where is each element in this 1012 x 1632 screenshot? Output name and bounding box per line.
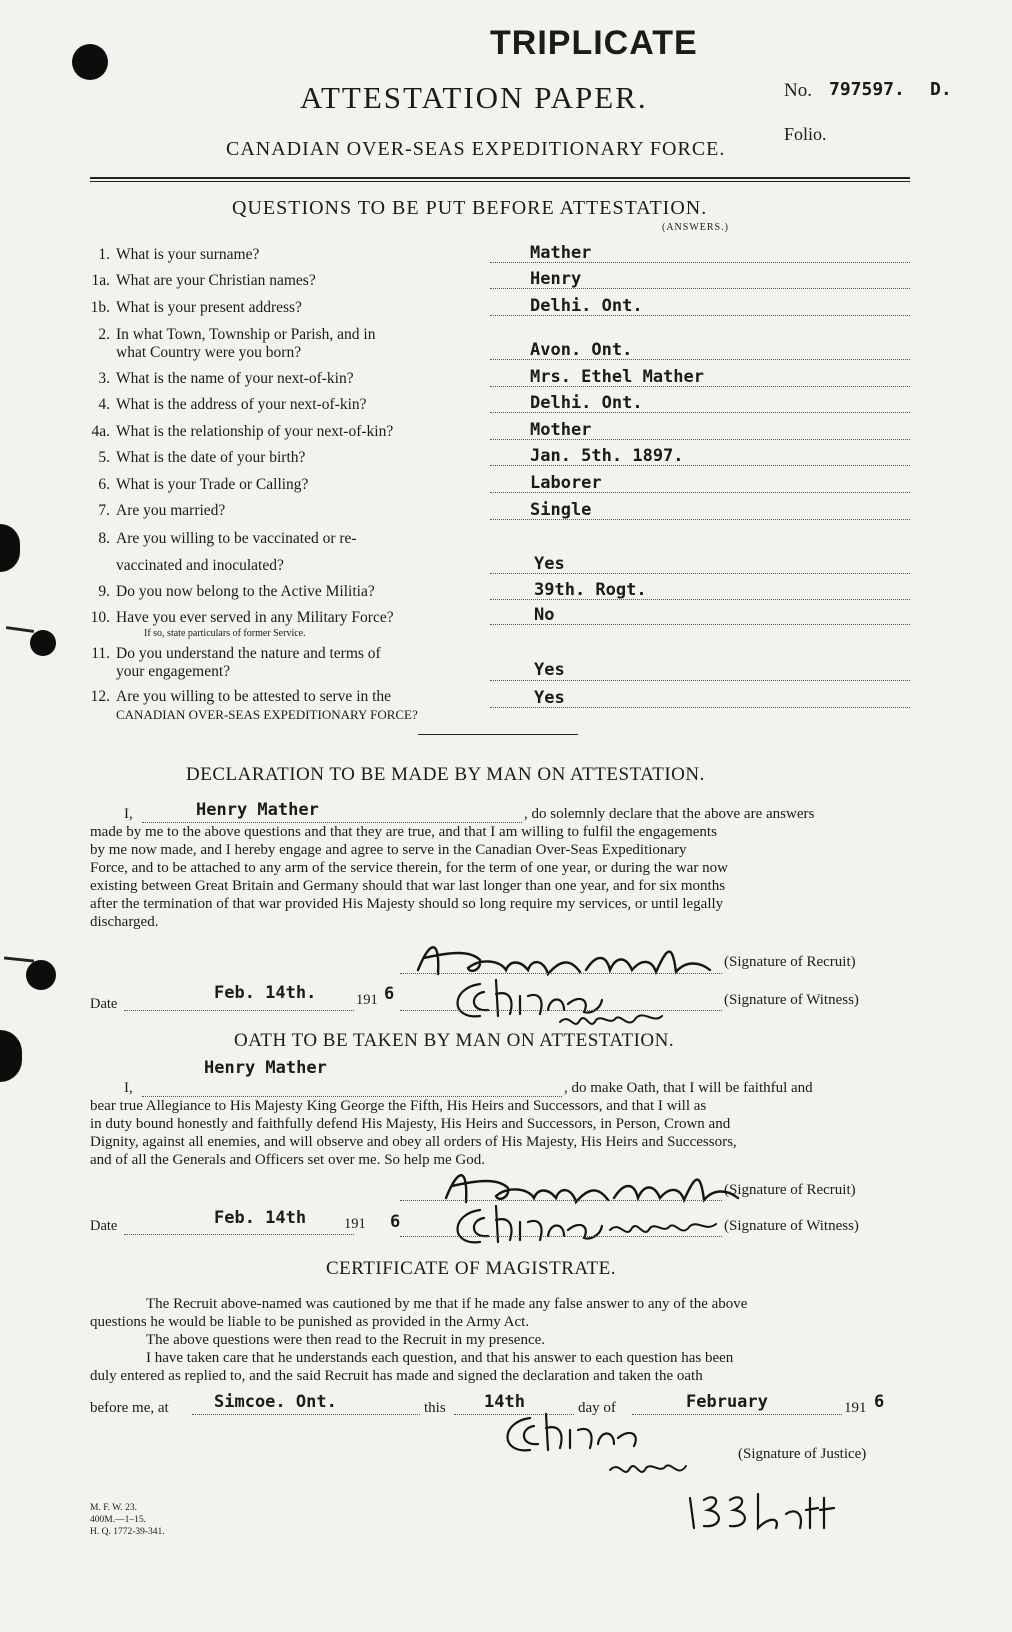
answer-line [490, 707, 910, 708]
question-number: 6. [98, 476, 110, 493]
question-text: What is the name of your next-of-kin? [116, 370, 354, 387]
question-text: Are you willing to be vaccinated or re- [116, 530, 357, 547]
certificate-day: 14th [484, 1392, 525, 1412]
certificate-line: duly entered as replied to, and the said Recruit has made and signed the declaration and taken the oath [90, 1368, 703, 1384]
questions-heading: QUESTIONS TO BE PUT BEFORE ATTESTATION. [232, 197, 708, 219]
answer-line [490, 465, 910, 466]
question-text: What are your Christian names? [116, 272, 316, 289]
question-text: Have you ever served in any Military Force? [116, 609, 394, 626]
declaration-date-value: Feb. 14th. [214, 983, 317, 1003]
question-number: 3. [98, 370, 110, 387]
punch-hole [26, 960, 56, 990]
question-text: What is the relationship of your next-of-kin? [116, 423, 394, 440]
oath-line: , do make Oath, that I will be faithful and [564, 1080, 813, 1096]
answer-line [490, 288, 910, 289]
oath-line: Dignity, against all enemies, and will observe and obey all orders of His Majesty, His Heirs and Successors, [90, 1134, 737, 1150]
question-note: If so, state particulars of former Service. [144, 628, 306, 639]
certificate-month: February [686, 1392, 768, 1412]
folio-label: Folio. [784, 124, 827, 144]
declaration-line: after the termination of that war provided His Majesty should so long require my services, or until legally [90, 896, 724, 912]
witness-signature-caption: (Signature of Witness) [724, 992, 859, 1008]
punch-hole [72, 44, 108, 80]
answer-birthplace: Avon. Ont. [530, 340, 633, 360]
declaration-date-label: Date [90, 996, 118, 1012]
question-number: 7. [98, 502, 110, 519]
signature-line [400, 1010, 722, 1011]
certificate-year-prefix: 191 [844, 1400, 867, 1416]
certificate-heading: CERTIFICATE OF MAGISTRATE. [326, 1258, 617, 1279]
answer-christian-names: Henry [530, 269, 582, 289]
answer-line [490, 386, 910, 387]
place-line [192, 1414, 420, 1415]
declaration-line: existing between Great Britain and Germany should that war last longer than one year, and for six months [90, 878, 726, 894]
declaration-line: Force, and to be attached to any arm of the service therein, for the term of one year, or during the war now [90, 860, 728, 876]
oath-date-value: Feb. 14th [214, 1208, 307, 1228]
question-number: 12. [90, 688, 110, 705]
question-text-line2: what Country were you born? [116, 344, 302, 361]
question-number: 4. [98, 396, 110, 413]
question-number: 11. [91, 645, 110, 662]
witness-signature-drawing [440, 1196, 740, 1266]
answer-line [490, 359, 910, 360]
date-line [124, 1010, 354, 1011]
document-title: ATTESTATION PAPER. [300, 80, 648, 115]
punch-hole [30, 630, 56, 656]
name-line [142, 1096, 562, 1097]
header-divider [90, 181, 910, 182]
answer-understand-terms: Yes [534, 660, 565, 680]
declaration-line: made by me to the above questions and that they are true, and that I am willing to fulfil the engagements [90, 824, 717, 840]
answer-next-of-kin: Mrs. Ethel Mather [530, 367, 704, 387]
question-number: 2. [98, 326, 110, 343]
answer-relationship: Mother [530, 420, 592, 440]
oath-line: and of all the Generals and Officers set over me. So help me God. [90, 1152, 486, 1168]
declaration-line: discharged. [90, 914, 159, 930]
answer-line [490, 599, 910, 600]
regimental-number-suffix: D. [930, 79, 952, 100]
question-text-line2: CANADIAN OVER-SEAS EXPEDITIONARY FORCE? [116, 707, 418, 722]
certificate-line: The Recruit above-named was cautioned by me that if he made any false answer to any of the above [146, 1296, 748, 1312]
answer-line [490, 412, 910, 413]
declaration-heading: DECLARATION TO BE MADE BY MAN ON ATTESTATION. [186, 764, 705, 785]
answer-line [490, 680, 910, 681]
punch-hole [0, 1030, 22, 1082]
declaration-name: Henry Mather [196, 800, 319, 820]
header-divider [90, 177, 910, 179]
answer-active-militia: 39th. Rogt. [534, 580, 647, 600]
punch-hole [0, 524, 20, 572]
certificate-line: I have taken care that he understands each question, and that his answer to each question has been [146, 1350, 734, 1366]
answer-line [490, 439, 910, 440]
oath-year-digit: 6 [390, 1212, 401, 1232]
justice-signature-caption: (Signature of Justice) [738, 1446, 867, 1462]
declaration-line: by me now made, and I hereby engage and agree to serve in the Canadian Over-Seas Expeditionary [90, 842, 687, 858]
form-code: H. Q. 1772-39-341. [90, 1527, 165, 1537]
force-title: CANADIAN OVER-SEAS EXPEDITIONARY FORCE. [226, 138, 726, 160]
question-text: Do you now belong to the Active Militia? [116, 583, 375, 600]
certificate-line: The above questions were then read to the Recruit in my presence. [146, 1332, 546, 1348]
question-text-line2: vaccinated and inoculated? [116, 557, 284, 574]
question-text: What is your Trade or Calling? [116, 476, 309, 493]
recruit-signature-caption: (Signature of Recruit) [724, 1182, 856, 1198]
question-text: In what Town, Township or Parish, and in [116, 326, 376, 343]
answer-line [490, 262, 910, 263]
answer-next-of-kin-address: Delhi. Ont. [530, 393, 643, 413]
oath-line: bear true Allegiance to His Majesty King George the Fifth, His Heirs and Successors, and that I will as [90, 1098, 707, 1114]
date-line [124, 1234, 354, 1235]
margin-mark [4, 956, 34, 962]
question-number: 5. [98, 449, 110, 466]
oath-line: in duty bound honestly and faithfully defend His Majesty, His Heirs and Successors, in Person, Crown and [90, 1116, 731, 1132]
declaration-line: , do solemnly declare that the above are answers [524, 806, 815, 822]
question-text: What is your surname? [116, 246, 260, 263]
question-text: What is the date of your birth? [116, 449, 306, 466]
answer-vaccinated: Yes [534, 554, 565, 574]
question-number: 1. [98, 246, 110, 263]
certificate-day-label: day of [578, 1400, 616, 1416]
answer-line [490, 519, 910, 520]
answer-line [490, 573, 910, 574]
answer-military-service: No [534, 605, 555, 625]
answer-line [490, 315, 910, 316]
question-text-line2: your engagement? [116, 663, 231, 680]
name-line [142, 822, 522, 823]
certificate-line: questions he would be liable to be punished as provided in the Army Act. [90, 1314, 530, 1330]
signature-line [400, 1236, 722, 1237]
oath-name: Henry Mather [204, 1058, 327, 1078]
answer-line [490, 492, 910, 493]
answer-date-of-birth: Jan. 5th. 1897. [530, 446, 684, 466]
question-number: 9. [98, 583, 110, 600]
answer-line [490, 624, 910, 625]
form-code: 400M.—1–15. [90, 1515, 146, 1525]
declaration-year-prefix: 191 [356, 992, 378, 1008]
question-text: Are you married? [116, 502, 226, 519]
form-code: M. F. W. 23. [90, 1503, 138, 1513]
witness-signature-caption: (Signature of Witness) [724, 1218, 859, 1234]
regimental-number-label: No. [784, 80, 812, 101]
answer-trade: Laborer [530, 473, 602, 493]
oath-i: I, [124, 1080, 133, 1096]
declaration-year-digit: 6 [384, 984, 395, 1004]
answer-surname: Mather [530, 243, 592, 263]
oath-date-label: Date [90, 1218, 118, 1234]
question-text: What is your present address? [116, 299, 302, 316]
question-text: What is the address of your next-of-kin? [116, 396, 367, 413]
answer-present-address: Delhi. Ont. [530, 296, 643, 316]
declaration-i: I, [124, 806, 133, 822]
certificate-before-label: before me, at [90, 1400, 169, 1416]
justice-signature-drawing [490, 1404, 870, 1534]
section-divider [418, 734, 578, 735]
answer-willing-to-serve: Yes [534, 688, 565, 708]
certificate-place: Simcoe. Ont. [214, 1392, 337, 1412]
certificate-year-digit: 6 [874, 1392, 885, 1412]
question-number: 4a. [91, 423, 110, 440]
answers-label: (ANSWERS.) [662, 222, 729, 233]
question-number: 1a. [91, 272, 110, 289]
question-text: Are you willing to be attested to serve in the [116, 688, 392, 705]
oath-heading: OATH TO BE TAKEN BY MAN ON ATTESTATION. [234, 1030, 675, 1051]
recruit-signature-caption: (Signature of Recruit) [724, 954, 856, 970]
question-number: 1b. [90, 299, 110, 316]
question-text: Do you understand the nature and terms of [116, 645, 381, 662]
question-number: 8. [98, 530, 110, 547]
oath-year-prefix: 191 [344, 1216, 366, 1232]
triplicate-stamp: TRIPLICATE [490, 24, 698, 62]
margin-mark [6, 626, 34, 633]
question-number: 10. [90, 609, 110, 626]
certificate-this-label: this [424, 1400, 446, 1416]
answer-married: Single [530, 500, 592, 520]
regimental-number-value: 797597. [829, 79, 905, 100]
